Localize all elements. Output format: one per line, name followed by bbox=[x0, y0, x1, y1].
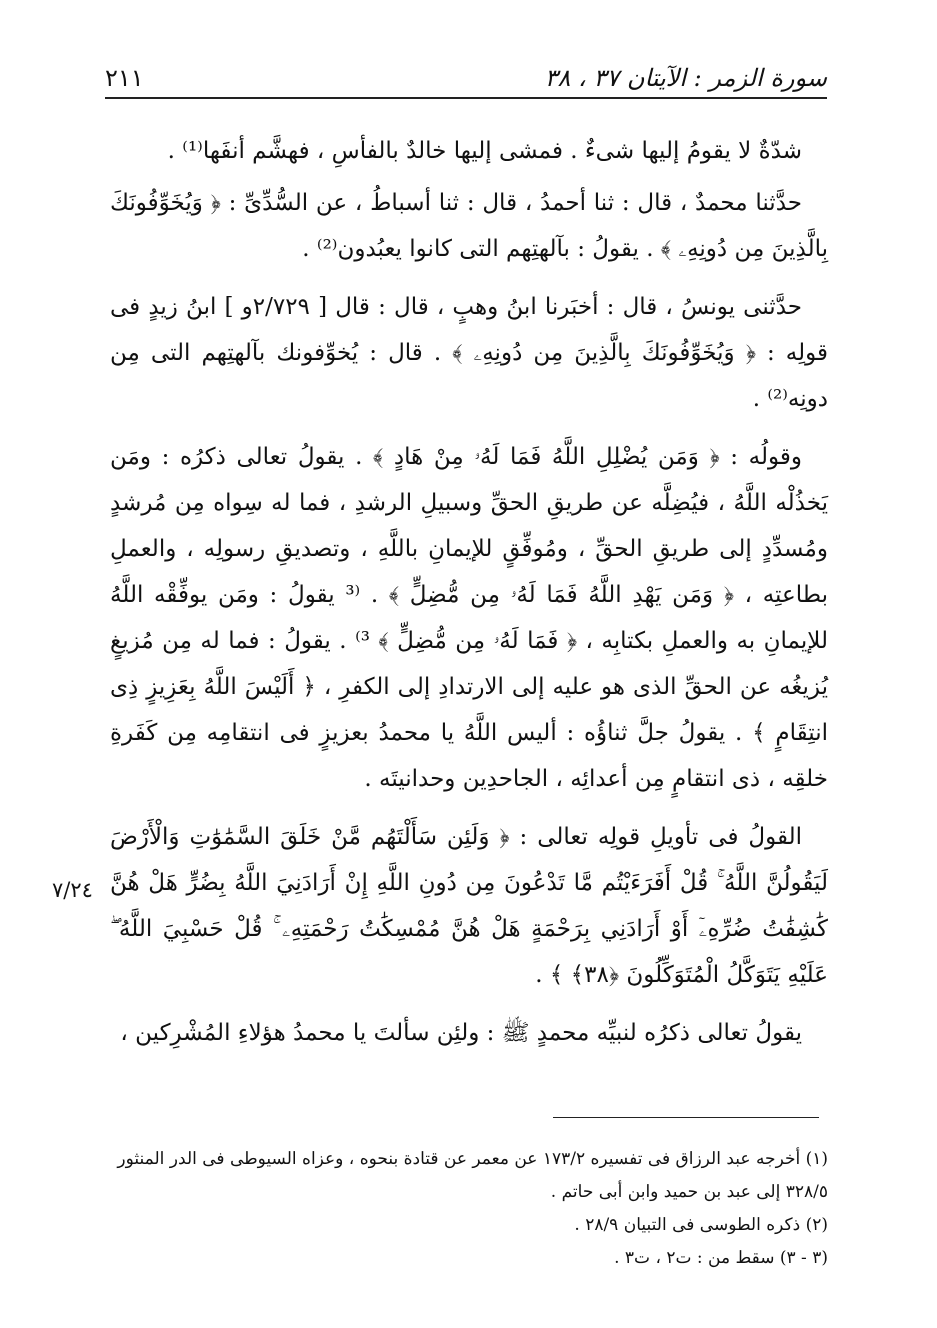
paragraph: يقولُ تعالى ذكرُه لنبيِّه محمدٍ ﷺ : ولئِن سألتَ يا محمدُ هؤلاءِ المُشْرِكين ، bbox=[120, 1020, 802, 1046]
footnote-rule bbox=[553, 1117, 819, 1118]
header-rule bbox=[105, 97, 827, 99]
page-number: ٢١١ bbox=[105, 64, 144, 92]
paragraph-section-heading: القولُ فى تأويلِ قولِه تعالى : ﴿ وَلَئِن سَأَلْتَهُم مَّنْ خَلَقَ السَّمَٰوَٰتِ وَالْأَرْضَ لَيَقُولُنَّ اللَّهُ ۚ قُلْ أَفَرَءَيْتُم مَّا تَدْعُونَ مِن دُونِ اللَّهِ إِنْ أَرَادَنِيَ اللَّهُ بِضُرٍّ هَلْ هُنَّ كَٰشِفَٰتُ ضُرِّهِۦٓ أَوْ أَرَادَنِي بِرَحْمَةٍ هَلْ هُنَّ مُمْسِكَٰتُ رَحْمَتِهِۦ ۚ قُلْ حَسْبِيَ اللَّهُ ۖ عَلَيْهِ يَتَوَكَّلُ الْمُتَوَكِّلُونَ ﴿٣٨﴾ ﴾ . bbox=[110, 824, 828, 988]
footnote-item: (٢) ذكره الطوسى فى التبيان ٢٨/٩ . bbox=[574, 1215, 828, 1235]
margin-reference: ٧/٢٤ bbox=[52, 878, 93, 902]
paragraph: حدَّثنا محمدٌ ، قال : ثنا أحمدُ ، قال : ثنا أسباطُ ، عن السُّدِّىِّ : ﴿ وَيُخَوِّفُونَكَ بِالَّذِينَ مِن دُونِهِۦ ﴾ . يقولُ : بآلهتِهم التى كانوا يعبُدون⁽²⁾ . bbox=[110, 190, 828, 262]
footnote-item: (٣ - ٣) سقط من : ت٢ ، ت٣ . bbox=[614, 1248, 828, 1268]
paragraph: وقولُه : ﴿ وَمَن يُضْلِلِ اللَّهُ فَمَا لَهُۥ مِنْ هَادٍ ﴾ . يقولُ تعالى ذكرُه : ومَن يَخذُلْه اللَّهُ ، فيُضِلَّه عن طريقِ الحقِّ وسبيلِ الرشدِ ، فما له سِواه مِن مُرشدٍ ومُسدِّدٍ إلى طريقِ الحقِّ ، ومُوفِّقٍ للإيمانِ باللَّهِ ، وتصديقِ رسولِه ، والعملِ بطاعتِه ، ﴿ وَمَن يَهْدِ اللَّهُ فَمَا لَهُۥ مِن مُّضِلٍّ ﴾ . ⁽³ يقولُ : ومَن يوفِّقْه اللَّهُ للإيمانِ به والعملِ بكتابِه ، ﴿ فَمَا لَهُۥ مِن مُّضِلٍّ ﴾ ³⁾ . يقولُ : فما له مِن مُزيغٍ يُزيغُه عن الحقِّ الذى هو عليه إلى الارتدادِ إلى الكفرِ ، ﴿ أَلَيْسَ اللَّهُ بِعَزِيزٍ ذِى انتِقَامٍ ﴾ . يقولُ جلَّ ثناؤُه : أليس اللَّهُ يا محمدُ بعزيزٍ فى انتقامِه مِن كَفَرةِ خلقِه ، ذى انتقامٍ مِن أعدائِه ، الجاحدِين وحدانيتَه . bbox=[110, 444, 828, 792]
main-text bbox=[110, 128, 828, 1068]
footnote-item: (١) أخرجه عبد الرزاق فى تفسيره ١٧٣/٢ عن معمر عن قتادة بنحوه ، وعزاه السيوطى فى الدر المنثور ٣٢٨/٥ إلى عبد بن حميد وابن أبى حاتم . bbox=[117, 1149, 828, 1202]
paragraph: شدّةٌ لا يقومُ إليها شىءٌ . فمشى إليها خالدٌ بالفأسِ ، فهشَّم أنفَها⁽¹⁾ . bbox=[167, 138, 802, 164]
running-header bbox=[105, 52, 827, 92]
surah-title: سورة الزمر : الآيتان ٣٧ ، ٣٨ bbox=[544, 64, 827, 92]
footnotes bbox=[110, 1143, 828, 1275]
paragraph: حدَّثنى يونسُ ، قال : أخبَرنا ابنُ وهبٍ ، قال : قال [ ٢/٧٢٩و ] ابنُ زيدٍ فى قولِه : ﴿ وَيُخَوِّفُونَكَ بِالَّذِينَ مِن دُونِهِۦ ﴾ . قال : يُخوِّفونك بآلهتِهم التى مِن دونِه⁽²⁾ . bbox=[110, 294, 828, 412]
